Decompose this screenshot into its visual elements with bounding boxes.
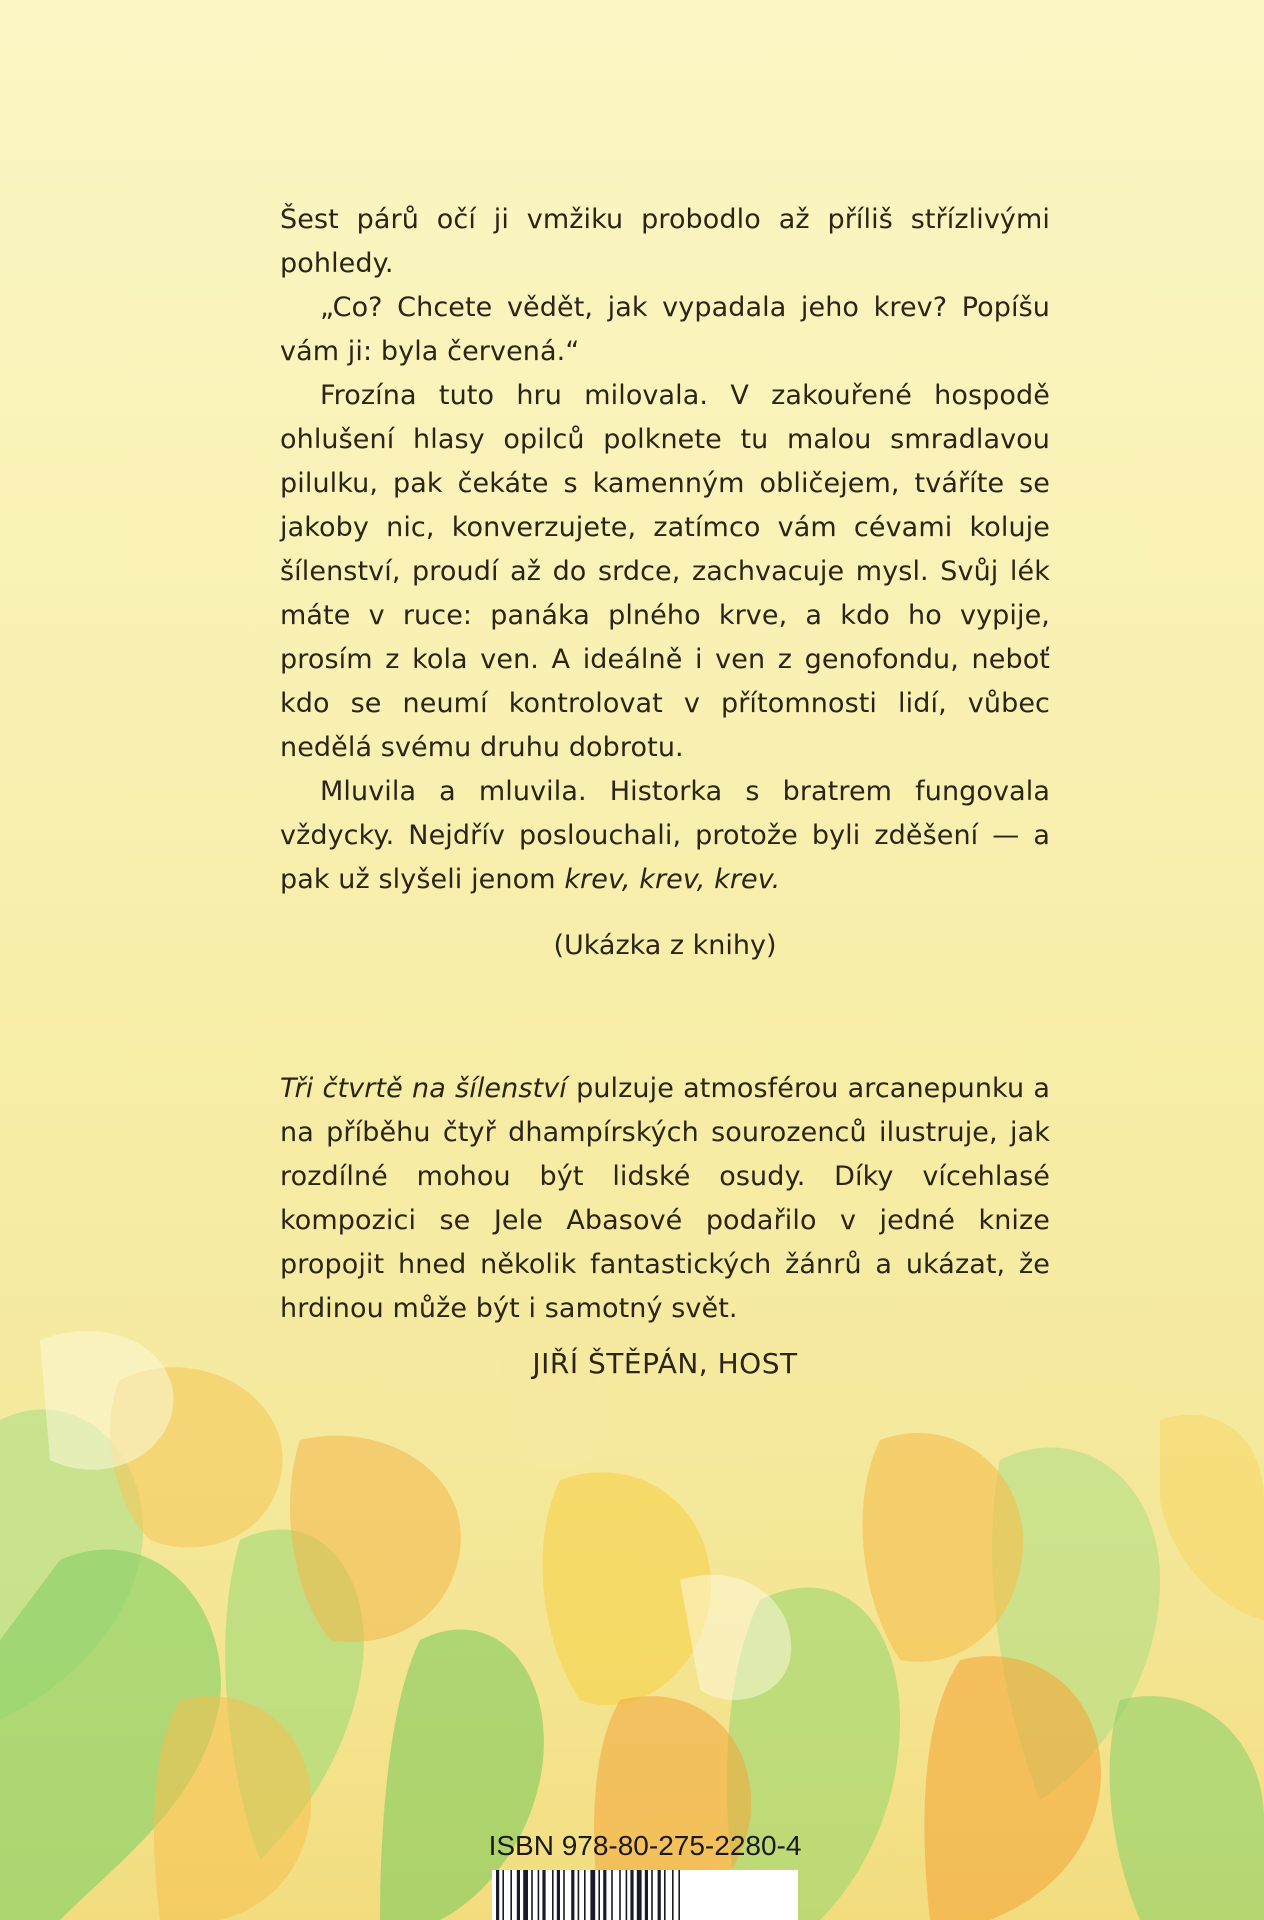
blurb-book-title: Tři čtvrtě na šílenství: [280, 1073, 567, 1104]
excerpt-caption: (Ukázka z knihy): [553, 930, 777, 961]
excerpt-paragraph-3: Frozína tuto hru milovala. V zakouřené hospodě ohlušení hlasy opilců polknete tu malou smradlavou pilulku, pak čekáte s kamenným obličejem, tváříte se jakoby nic, konverzujete, zatímco vám cévami koluje šílenství, proudí až do srdce, zachvacuje mysl. Svůj lék máte v ruce: panáka plného krve, a kdo ho vypije, prosím z kola ven. A ideálně i ven z genofondu, neboť kdo se neumí kontrolovat v přítomnosti lidí, vůbec nedělá svému druhu dobrotu.: [280, 380, 1050, 763]
blurb-paragraph: [280, 1067, 1050, 1331]
excerpt-paragraph-1: Šest párů očí ji vmžiku probodlo až příliš střízlivými pohledy.: [280, 204, 1050, 279]
book-excerpt: [280, 198, 1050, 902]
blurb-signature: JIŘÍ ŠTĚPÁN, HOST: [532, 1347, 798, 1380]
excerpt-paragraph-4: [280, 770, 1050, 902]
book-blurb: [280, 1067, 1050, 1331]
excerpt-paragraph-4-text: Mluvila a mluvila. Historka s bratrem fungovala vždycky. Nejdřív poslouchali, protože byli zděšení — a pak už slyšeli jenom: [280, 776, 1050, 895]
blurb-text: pulzuje atmosférou arcanepunku a na příběhu čtyř dhampírských sourozenců ilustruje, jak rozdílné mohou být lidské osudy. Díky vícehlasé kompozici se Jele Abasové podařilo v jedné knize propojit hned několik fantastických žánrů a ukázat, že hrdinou může být i samotný svět.: [280, 1073, 1050, 1324]
isbn-block: [486, 1826, 804, 1920]
excerpt-paragraph-4-italic: krev, krev, krev.: [564, 864, 781, 895]
excerpt-paragraph-2: „Co? Chcete vědět, jak vypadala jeho krev? Popíšu vám ji: byla červená.“: [280, 292, 1050, 367]
isbn-number: ISBN 978-80-275-2280-4: [488, 1830, 802, 1861]
barcode: [492, 1870, 798, 1920]
